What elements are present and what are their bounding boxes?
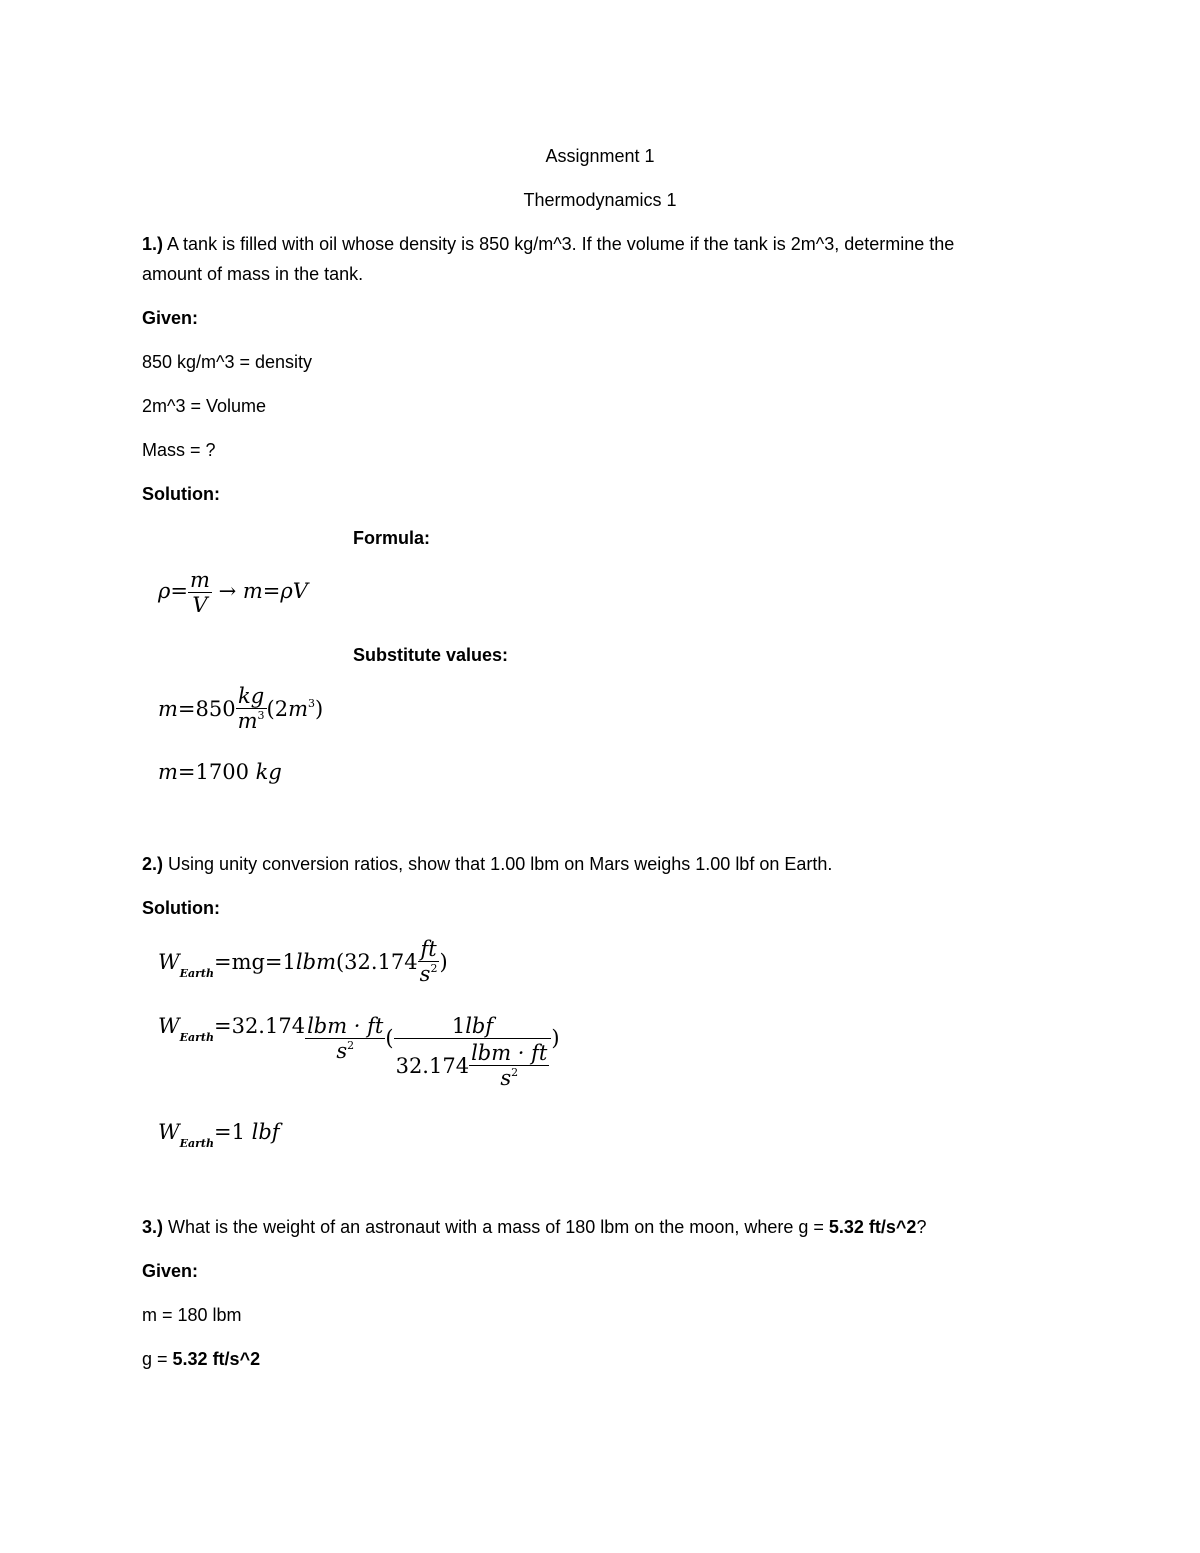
q1-solution-label: Solution: <box>142 484 220 504</box>
q3-text-g-value: 5.32 ft/s^2 <box>828 1217 917 1237</box>
conversion-ratio-fraction: 1lbf 32.174 $\frac{\text{lbm · ft}}{s^2}$ <box>394 1014 552 1094</box>
q2-text: Using unity conversion ratios, show that 1.00 lbm on Mars weighs 1.00 lbf on Earth. <box>168 854 833 874</box>
q1-substitute-label: Substitute values: <box>353 645 509 665</box>
q2-question <box>142 851 832 877</box>
arrow-symbol: → <box>218 579 237 603</box>
q1-text-line1: A tank is filled with oil whose density is 850 kg/m^3. If the volume if the tank is 2m^3, determine the <box>167 234 955 254</box>
m-over-v-fraction: $\frac{m}{V}$ <box>189 568 210 617</box>
ft-per-s2-fraction: $\frac{ft}{s^2}$ <box>419 937 438 986</box>
q1-given-volume: 2m^3 = Volume <box>142 396 267 416</box>
q3-given-mass: m = 180 lbm <box>142 1305 242 1325</box>
q1-substitution-equation: m=850 $\frac{kg}{m^3}$ $(2m^3)$ <box>158 684 323 737</box>
rho-symbol: ρ <box>158 579 171 603</box>
q2-equation-line2: $W_{Earth}=32.174$ $\frac{\text{lbm · ft}}{s^2}$ ( 1lbf 32.174 $\frac{\text{lbm · ft}}{s^2}$ ) <box>158 1014 560 1094</box>
q3-number: 3.) <box>142 1217 164 1237</box>
document-title: Assignment 1 <box>545 146 655 166</box>
q1-number: 1.) <box>142 234 164 254</box>
q2-solution-label: Solution: <box>142 898 220 918</box>
q2-number: 2.) <box>142 854 164 874</box>
q2-equation-line1: $W_{Earth}=mg=1lbm(32.174$ $\frac{ft}{s^2}$ ) <box>158 937 448 990</box>
q1-result-equation: m=1700 kg <box>158 760 282 784</box>
document-subtitle: Thermodynamics 1 <box>523 190 677 210</box>
lbm-ft-per-s2-fraction: $\frac{\text{lbm · ft}}{s^2}$ <box>307 1014 384 1063</box>
q3-text: What is the weight of an astronaut with a mass of 180 lbm on the moon, where g = <box>168 1217 829 1237</box>
q1-line1 <box>142 231 954 257</box>
q1-given-label: Given: <box>142 308 199 328</box>
q1-formula-label: Formula: <box>353 528 431 548</box>
q1-formula-equation: ρ= $\frac{m}{V}$ → m=ρV <box>158 568 308 617</box>
q1-line2: amount of mass in the tank. <box>142 264 364 284</box>
q3-given-label: Given: <box>142 1261 199 1281</box>
q2-equation-line3: $W_{Earth}=1$ lbf <box>158 1120 280 1150</box>
q1-given-mass: Mass = ? <box>142 440 216 460</box>
q1-given-density: 850 kg/m^3 = density <box>142 352 313 372</box>
kg-per-m3-fraction: $\frac{kg}{m^3}$ <box>237 684 265 733</box>
q3-given-gravity: g = 5.32 ft/s^2 <box>142 1349 261 1369</box>
q3-question: 3.) What is the weight of an astronaut with a mass of 180 lbm on the moon, where g = 5.32 ft/s^2? <box>142 1217 927 1237</box>
